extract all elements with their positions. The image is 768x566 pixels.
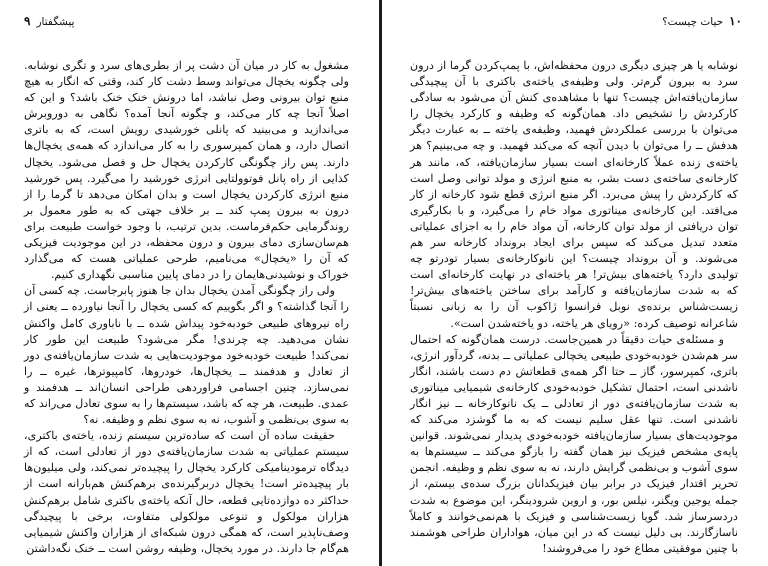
running-title: پیشگفتار bbox=[36, 16, 75, 28]
page-number: ۱۰ bbox=[729, 14, 742, 28]
paragraph: ولی راز چگونگی آمدن یخچال بدان جا هنوز پابرجاست. چه کسی آن را آنجا گذاشته؟ و اگر بگوییم که کسی یخچال را آنجا نیاورده ــ یعنی از راه نیروهای طبیعی خودبه‌خود پیداش شده ــ با ناباوری کامل واکنش نشان می‌دهید. چه چرندی! مگر می‌شود؟ طبیعت این طور کار نمی‌کند! طبیعت خودبه‌خود موجودیت‌هایی به شدت سازمان‌یافته‌ی دور از تعادل و هدفمند ــ یخچال‌ها، خودروها، کامپیوترها، غیره ــ را نمی‌سازد. چنین اجسامی فراوردهی طراحی انسان‌اند ــ هدفمند و عمدی. طبیعت، هر چه که باشد، سیستم‌ها را به سوی تعادل می‌راند که به سوی بی‌نظمی و آشوب، نه به سوی نظم و وظیفه. نه؟ bbox=[24, 284, 349, 427]
paragraph: و مسئله‌ی حیات دقیقاً در همین‌جاست. درست همان‌گونه که احتمال سر هم‌شدن خودبه‌خودی طبیعی یخچالی عملیاتی ــ بدنه، گردآور انرژی، باتری، کمپرسور، گاز ــ حتا اگر همه‌ی قطعاتش دم دست باشند، انگار ناشدنی است، احتمال تشکیل خودبه‌خودی کارخانه‌ی شیمیایی میناتوری به شدت سازمان‌یافته‌ی دور از تعادلی ــ یک نانوکارخانه ــ نیز انگار ناشدنی است. تنها عقل سلیم نیست که به ما گوشزد می‌کند که موجودیت‌های بسیار سازمان‌یافته خودبه‌خودی پدیدار نمی‌شوند. قوانین پایه‌ی مشخص فیزیک نیز همان گفته را باز‌گو می‌کند ــ سیستم‌ها به سوی آشوب و بی‌نظمی گرایش دارند، نه به سوی نظم و وظیفه. انجمن تحریر اقتدار فیزیک در برابر بیان فیزیکدانان بزرگ سده‌ی بیستم، از جمله یوجین ویگنر، نیلس بور، و اروین شرودینگر، این موضوع به شدت دردسرساز شد. گویا زیست‌شناسی و فیزیک با هم‌نمی‌خوانند و کاملاً ناسازگارند. بی دلیل نیست که در این میان، هواداران طراحی هوشمند با چنین موفقیتی مطاع خود را می‌فروشند! bbox=[410, 332, 738, 555]
right-running-head bbox=[662, 14, 742, 34]
left-running-head bbox=[24, 14, 74, 34]
right-page bbox=[382, 0, 768, 566]
running-title: حیات چیست؟ bbox=[662, 16, 724, 28]
right-body-text bbox=[410, 58, 738, 557]
page-number: ۹ bbox=[24, 14, 31, 28]
paragraph: نوشابه یا هر چیزی دیگری درون محفظه‌اش، با پمپ‌کردن گرما از درون سرد به بیرون گرم‌تر. ولی وظیفه‌ی یاخته‌ی باکتری با آن پیچیدگی سازمان‌یافته‌اش چیست؟ تنها با مشاهده‌ی کنش آن می‌شود به سادگی کارکردش را تشخیص داد. همان‌گونه که وظیفه و کارکرد یخچال را می‌توان با بررسی عملکردش فهمید، وظیفه‌ی یاخته ــ به عبارت دیگر هدفش ــ را می‌توان با دیدن آنچه که می‌کند فهمید. و چه می‌بینیم؟ هر یاخته‌ی زنده عملاً کارخانه‌ای است بسیار سازمان‌یافته، که، مانند هر کارخانه‌ی ساخته‌ی دست بشر، به منبع انرژی و مولد توانی وصل است که کارکردش را پیش می‌برد. اگر منبع انرژی قطع شود کارخانه از کار می‌افتد. این کارخانه‌ی میناتوری مواد خام را می‌گیرد، و با بکارگیری توان دریافتی از مولد توان کارخانه، آن مواد خام را به اجزای عملیاتی متعدد تبدیل می‌کند که سپس برای ایجاد برونداد کارخانه سر هم می‌شوند. و آن برونداد چیست؟ این نانوکارخانه‌ی بسیار تودرتو چه تولیدی دارد؟ یاخته‌های بیش‌تر! هر یاخته‌ای در نهایت کارخانه‌ای است که به شدت سازمان‌یافته و کارآمد برای ساختن یاخته‌های بیش‌تر! زیست‌شناس برنده‌ی نوبل فرانسوا ژاکوب آن را به زبانی نسبتاً شاعرانه توصیف کرده: «رویای هر یاخته، دو یاخته‌شدن است». bbox=[410, 59, 738, 330]
left-body-text bbox=[24, 58, 349, 557]
left-page bbox=[0, 0, 380, 566]
paragraph: مشغول به کار در میان آن دشت پر از بطری‌های سرد و تگری نوشابه. ولی چگونه یخچال می‌تواند وسط دشت کار کند، وقتی که انگار به هیچ منبع توان بیرونی وصل نباشد، اما درونش خنک خنک باشد؟ و این که اصلاً آنجا چه کار می‌کند، و چگونه آنجا آمده؟ نگاهی به دوروبرش می‌اندازید و می‌بینید که پانلی خورشیدی رویش است، که به باتری اتصال دارد، و همان کمپرسوری را به کار می‌اندازد که همه‌ی یخچال‌ها دارند. پس راز چگونگی کارکردن یخچال حل و فصل می‌شود. یخچال کذایی از راه پانل فوتوولتایی انرژی خورشید را می‌گیرد. پس خورشید منبع انرژی کارکردن یخچال است و بدان امکان می‌دهد تا گرما را از درون به بیرون پمپ کند ــ بر خلاف جهتی که به طور معمول بر روندگرمایی حکم‌فرماست. بدین ترتیب، با وجود خواست طبیعت برای هم‌سان‌سازی دمای بیرون و درون محفظه، در این موجودیت فیزیکی که آن را «یخچال» می‌نامیم، طرحی عملیاتی هست که می‌گذارد خوراک و نوشیدنی‌هایمان را در دمای پایین مناسبی نگهداری کنیم. bbox=[24, 59, 349, 282]
paragraph: حقیقت ساده آن است که ساده‌ترین سیستم زنده، یاخته‌ی باکتری، سیستم عملیاتی به شدت سازمان‌یافته‌ی دور از تعادلی است، که از دیدگاه ترمودینامیکی کارکرد یخچال را پیچیده‌تر نمی‌کند، ولی میلیون‌ها بار پیچیده‌تر است! یخچال دربرگیرنده‌ی برهم‌کنش هم‌بارانه است از حداکثر ده دوازده‌تایی قطعه، حال آنکه یاخته‌ی باکتری شامل برهم‌کنش هزاران مولکول و تنوعی مولکولی متفاوت، برخی با پیچیدگی وصف‌ناپذیر است، که همگی درون شبکه‌ای از هزاران واکنش شیمیایی هم‌گام جا دارند. در مورد یخچال، وظیفه روشن است ــ خنک نگه‌داشتن bbox=[24, 429, 349, 555]
